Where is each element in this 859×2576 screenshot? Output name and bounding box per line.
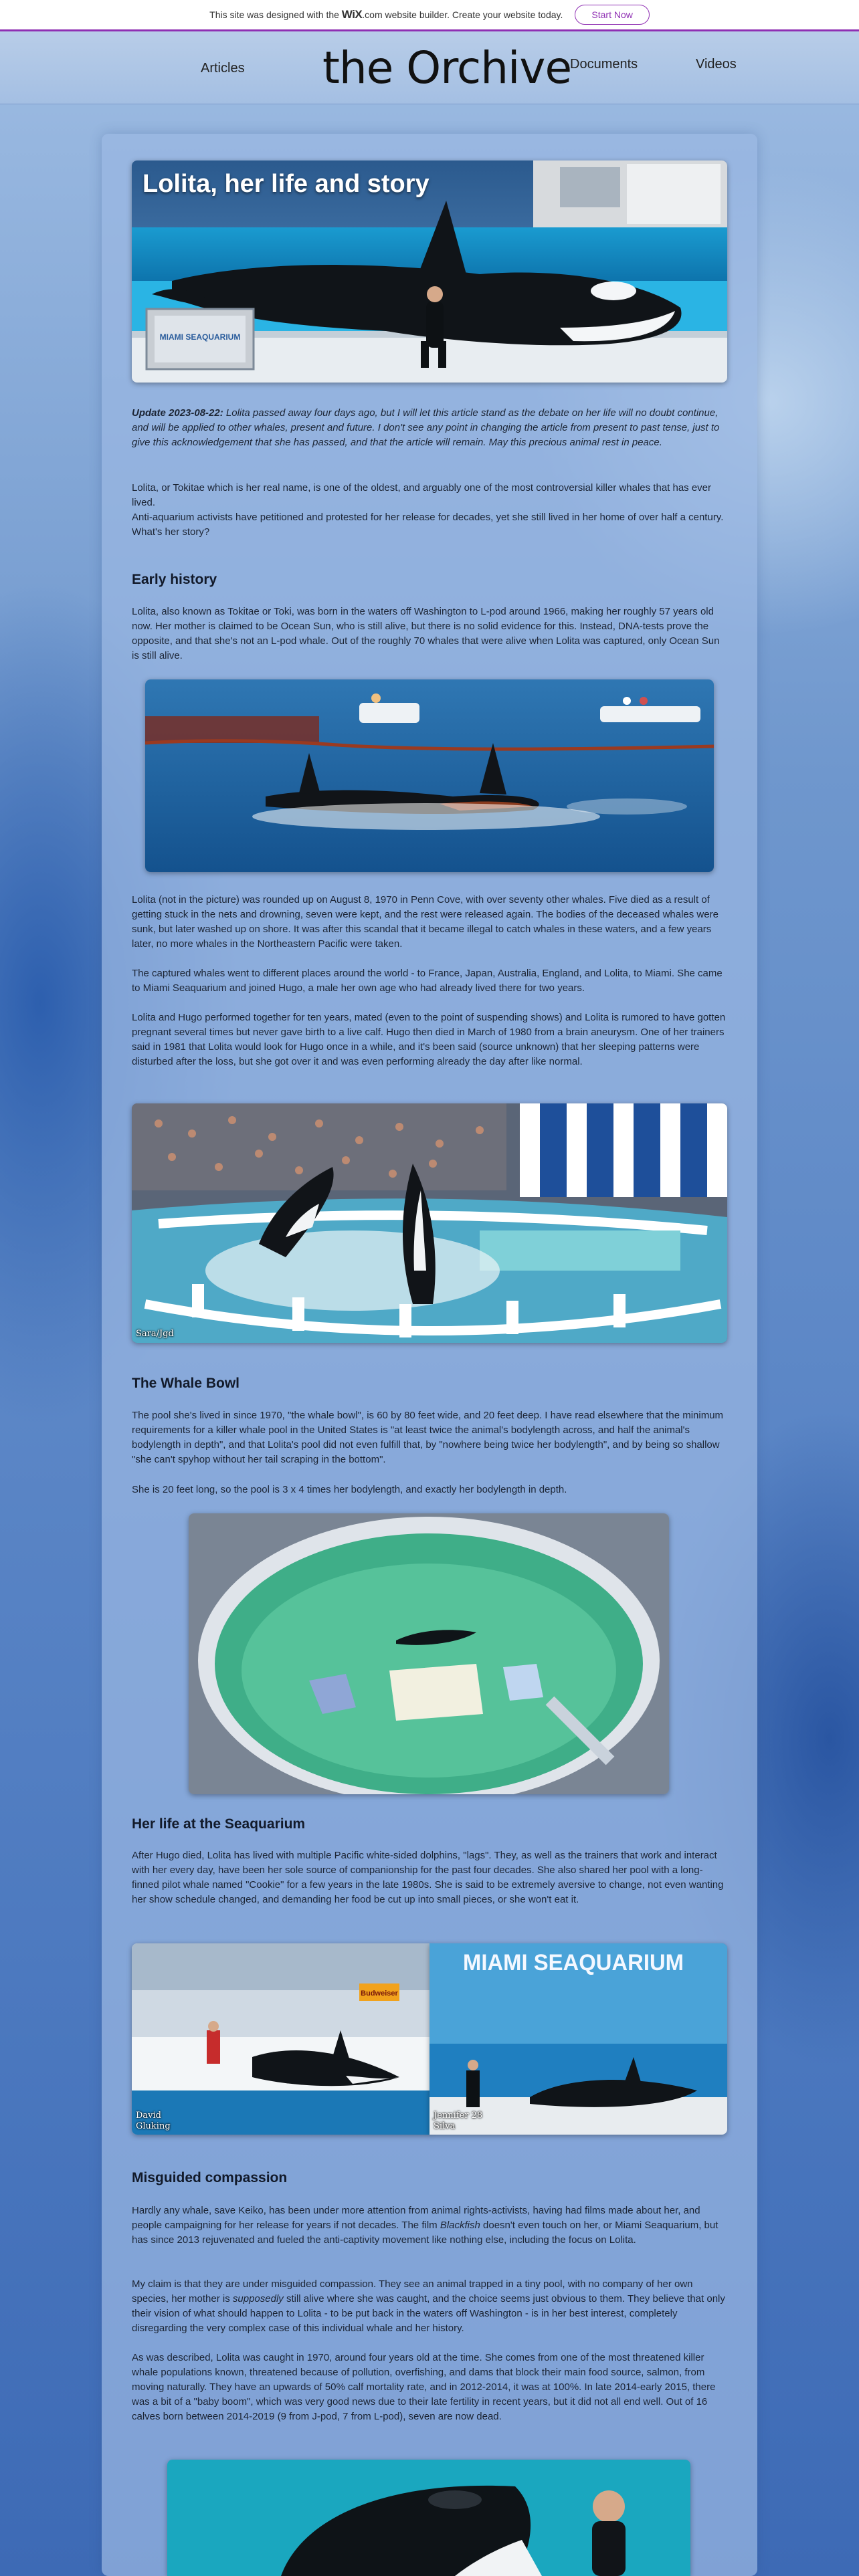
hero-image	[132, 160, 727, 383]
gallery-left-sign: Budweiser	[361, 1990, 398, 1998]
misguided-p3: As was described, Lolita was caught in 1970, around four years old at the time. She comes from one of the most threatened killer whale populations known, threatened because of pollution, overfishing, and dams that block their main food source, salmon, from moving naturally. They have an upwards of 50% calf mortality rate, and in 2012-2014, it was at 100%. In late 2014-early 2015, there was a bit of a "baby boom", which was very good news due to their late fertility in recent years, but it did not all end well. Out of 16 calves born between 2014-2019 (9 from J-pod, 7 from L-pod), seven are now dead.	[132, 2352, 716, 2422]
gallery-right-caption: Jennifer 28 Silva	[434, 2111, 483, 2131]
early-history-p1: Lolita, also known as Tokitae or Toki, was born in the waters off Washington to L-pod around 1966, making her roughly 57 years old now. Her mother is claimed to be Ocean Sun, who is still alive, but there is no solid evidence for this. Instead, DNA-tests prove the opposite, and that she's not an L-pod whale. Out of the roughly 70 whales that were alive when Lolita was captured, only Ocean Sun is still alive.	[132, 606, 720, 661]
early-history-p2: Lolita (not in the picture) was rounded up on August 8, 1970 in Penn Cove, with over seventy other whales. Five died as a result of getting stuck in the nets and drowning, seven were kept, and the rest were released again. The bodies of the deceased whales were sunk, but later washed up on shore. It was after this scandal that it became illegal to catch whales in these waters, and a few years later, no more whales in the Northeastern Pacific were taken.	[132, 894, 719, 950]
misguided-p1: Hardly any whale, save Keiko, has been under more attention from animal rights-activists, having had films made about her, and people campaigning for her release for years if not decades. The film Blackfish doesn't even touch on her, or Miami Seaquarium, but has since 2013 rejuvenated and fueled the anti-captivity movement like nothing else, including the focus on Lolita.	[132, 2205, 719, 2246]
seaquarium-p1: After Hugo died, Lolita has lived with multiple Pacific white-sided dolphins, "lags". They, as well as the trainers that work and interact with her every day, have been her sole source of companionship for the past four decades. She also shared her pool with a long-finned pilot whale named "Cookie" for a few years in the late 1980s. She is said to be extremely aversive to change, not even wanting her show schedule changed, and demanding her food be cut up into small pieces, or she won't eat it.	[132, 1850, 724, 1905]
heading-early-history: Early history	[132, 572, 217, 587]
whale-bowl-p1: The pool she's lived in since 1970, "the whale bowl", is 60 by 80 feet wide, and 20 feet deep. I have read elsewhere that the minimum requirements for a killer whale pool in the United States is "at least twice the animal's bodylength across, and half the animal's bodylength in depth", and that Lolita's pool did not even fulfill that, by "nowhere being twice her bodylength", and by being so shallow "she can't spyhop without her tail scraping in the bottom".	[132, 1410, 724, 1465]
hero-sign-text: MIAMI SEAQUARIUM	[159, 332, 241, 342]
wix-banner-message: This site was designed with the WiX.com website builder. Create your website today.	[209, 8, 563, 21]
whale-bowl-p2: She is 20 feet long, so the pool is 3 x 4 times her bodylength, and exactly her bodylength in depth.	[132, 1484, 567, 1495]
show-photo-caption: Sara/Jgd	[136, 1329, 174, 1339]
intro	[132, 481, 727, 540]
show-photo	[132, 1103, 727, 1343]
heading-seaquarium: Her life at the Seaquarium	[132, 1816, 306, 1832]
gallery-photo-right	[430, 1943, 727, 2135]
wix-logo: WiX	[341, 8, 363, 21]
trainer-orca-photo	[167, 2460, 690, 2576]
nav-documents[interactable]: Documents	[570, 57, 638, 72]
gallery-photo-left	[132, 1943, 430, 2135]
update-label: Update 2023-08-22:	[132, 407, 223, 419]
misguided-p2: My claim is that they are under misguided compassion. They see an animal trapped in a tiny pool, with no company of her own species, her mother is supposedly still alive where she was caught, and the choice seems just obvious to them. They believe that only their vision of what should happen to Lolita - to be put back in the waters off Washington - is in her best interest, completely disregarding the very complex case of this individual whale and her history.	[132, 2278, 725, 2334]
early-history-p3: The captured whales went to different places around the world - to France, Japan, Australia, England, and Lolita, to Miami. She came to Miami Seaquarium and joined Hugo, a male her own age who had already lived there for two years.	[132, 968, 723, 994]
hero-title: Lolita, her life and story	[142, 170, 430, 198]
site-header	[0, 31, 859, 104]
intro-paragraph: Anti-aquarium activists have petitioned and protested for her release for decades, yet she still lived in her home of over half a century.	[132, 512, 724, 523]
heading-whale-bowl: The Whale Bowl	[132, 1376, 240, 1391]
heading-misguided-compassion: Misguided compassion	[132, 2170, 288, 2185]
intro-paragraph: What's her story?	[132, 526, 210, 538]
capture-photo	[145, 679, 714, 872]
update-text: Lolita passed away four days ago, but I will let this article stand as the debate on her life will no doubt continue, and will be applied to other whales, present and future. I don't see any point in changing the article from present to past tense, just to give this acknowledgement that she has passed, and that the article will remain. May this precious animal rest in peace.	[132, 407, 720, 448]
start-now-button[interactable]: Start Now	[575, 5, 649, 25]
pool-aerial-scene	[189, 1513, 669, 1794]
site-title[interactable]: the Orchive	[322, 42, 572, 94]
show-scene	[132, 1103, 727, 1343]
update-note	[132, 406, 727, 450]
early-history-p4: Lolita and Hugo performed together for ten years, mated (even to the point of suspending shows) and Lolita is rumored to have gotten pregnant several times but never gave birth to a live calf. Hugo then died in March of 1980 from a brain aneurysm. One of her trainers said in 1981 that Lolita would look for Hugo once in a while, and it's been said (source unknown) that her sleeping patterns were disturbed after the loss, but she got over it and was even performing already the day after like normal.	[132, 1012, 726, 1067]
pool-aerial-photo	[189, 1513, 669, 1794]
gallery-left-caption: David Gluking	[136, 2111, 171, 2131]
capture-scene	[145, 679, 714, 872]
nav-articles[interactable]: Articles	[201, 61, 245, 76]
gallery-left-scene	[132, 1943, 430, 2135]
intro-paragraph: Lolita, or Tokitae which is her real name, is one of the oldest, and arguably one of the most controversial killer whales that has ever lived.	[132, 482, 712, 508]
trainer-orca-scene	[167, 2460, 690, 2576]
gallery-right-sign: MIAMI SEAQUARIUM	[463, 1950, 684, 1975]
wix-banner	[0, 0, 859, 31]
nav-videos[interactable]: Videos	[696, 57, 737, 72]
gallery-right-scene	[430, 1943, 727, 2135]
